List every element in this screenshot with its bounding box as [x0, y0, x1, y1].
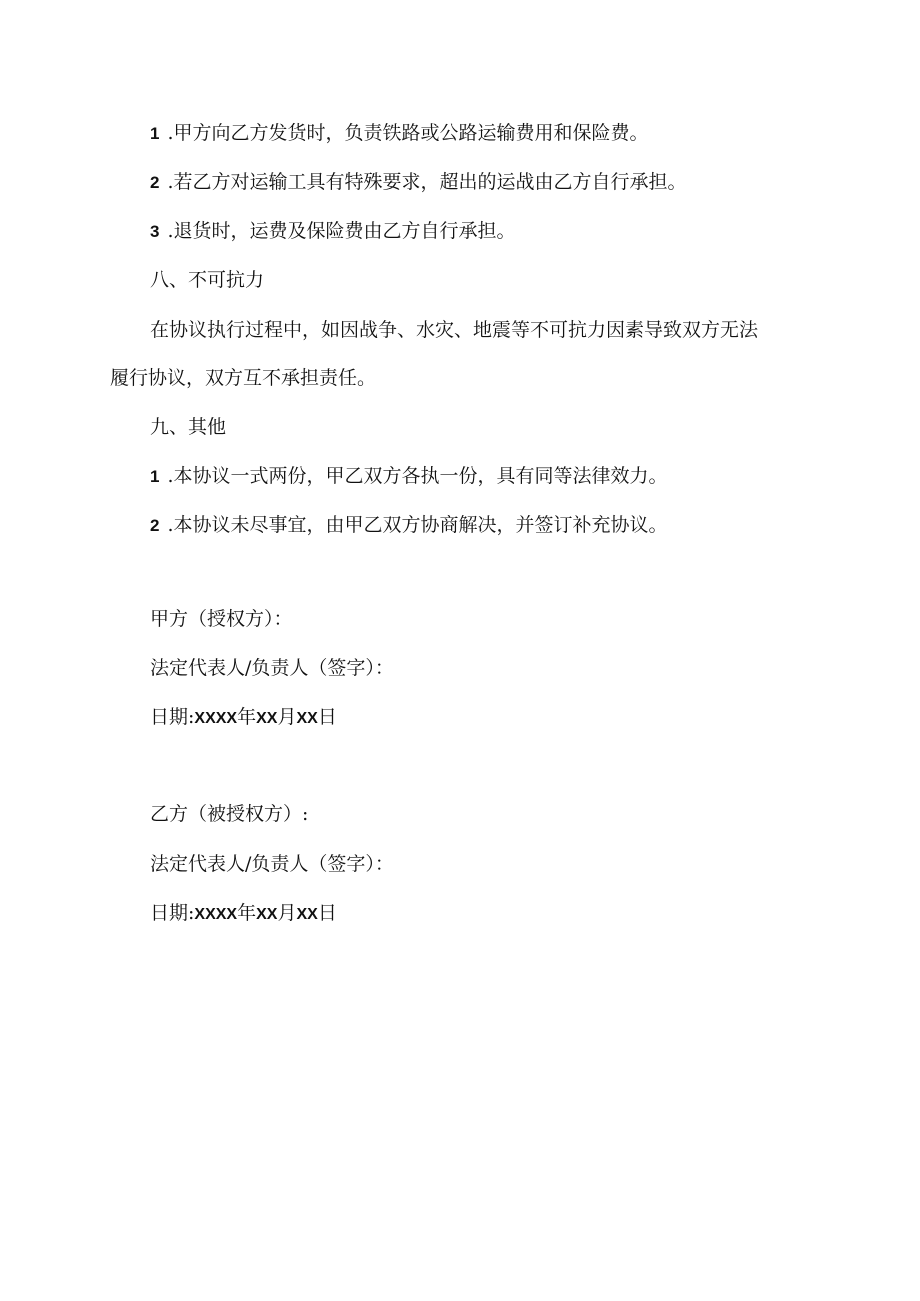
item-number: 1 — [150, 467, 160, 486]
party-a-label: 甲方（授权方）： — [150, 608, 293, 630]
item-text: .本协议一式两份，甲乙双方各执一份，具有同等法律效力。 — [167, 465, 668, 487]
date-month-char: 月 — [277, 706, 297, 728]
item-text: .本协议未尽事宜，由甲乙双方协商解决，并签订补充协议。 — [167, 514, 668, 536]
party-b-representative: 法定代表人/负责人（签字）： — [150, 853, 394, 875]
transport-item-2 — [150, 169, 687, 196]
item-text: .若乙方对运输工具有特殊要求，超出的运战由乙方自行承担。 — [167, 171, 687, 193]
section-heading-other: 九、其他 — [150, 416, 227, 438]
party-a-representative: 法定代表人/负责人（签字）： — [150, 657, 394, 679]
other-item-2 — [150, 512, 668, 539]
item-number: 2 — [150, 173, 160, 192]
item-number: 2 — [150, 516, 160, 535]
date-day-char: 日 — [317, 706, 337, 728]
date-year-char: 年 — [237, 706, 257, 728]
date-day-char: 日 — [317, 902, 337, 924]
date-prefix: 日期: — [150, 902, 195, 924]
force-majeure-paragraph-line2: 履行协议，双方互不承担责任。 — [110, 367, 377, 389]
item-text: .退货时，运费及保险费由乙方自行承担。 — [167, 220, 516, 242]
date-year: XXXX — [194, 710, 238, 727]
date-year: XXXX — [194, 906, 238, 923]
party-b-date — [150, 900, 337, 928]
date-month-char: 月 — [277, 902, 297, 924]
date-day: XX — [296, 906, 318, 923]
force-majeure-paragraph-line1: 在协议执行过程中，如因战争、水灾、地震等不可抗力因素导致双方无法 — [150, 319, 759, 341]
transport-item-3 — [150, 218, 516, 245]
date-month: XX — [256, 710, 278, 727]
date-prefix: 日期: — [150, 706, 195, 728]
party-b-label: 乙方（被授权方）: — [150, 803, 309, 825]
date-month: XX — [256, 906, 278, 923]
date-year-char: 年 — [237, 902, 257, 924]
transport-item-1 — [150, 120, 649, 147]
party-a-date — [150, 704, 337, 732]
item-text: .甲方向乙方发货时，负责铁路或公路运输费用和保险费。 — [167, 122, 649, 144]
section-heading-force-majeure: 八、不可抗力 — [150, 269, 265, 291]
item-number: 1 — [150, 124, 160, 143]
date-day: XX — [296, 710, 318, 727]
item-number: 3 — [150, 222, 160, 241]
other-item-1 — [150, 463, 668, 490]
